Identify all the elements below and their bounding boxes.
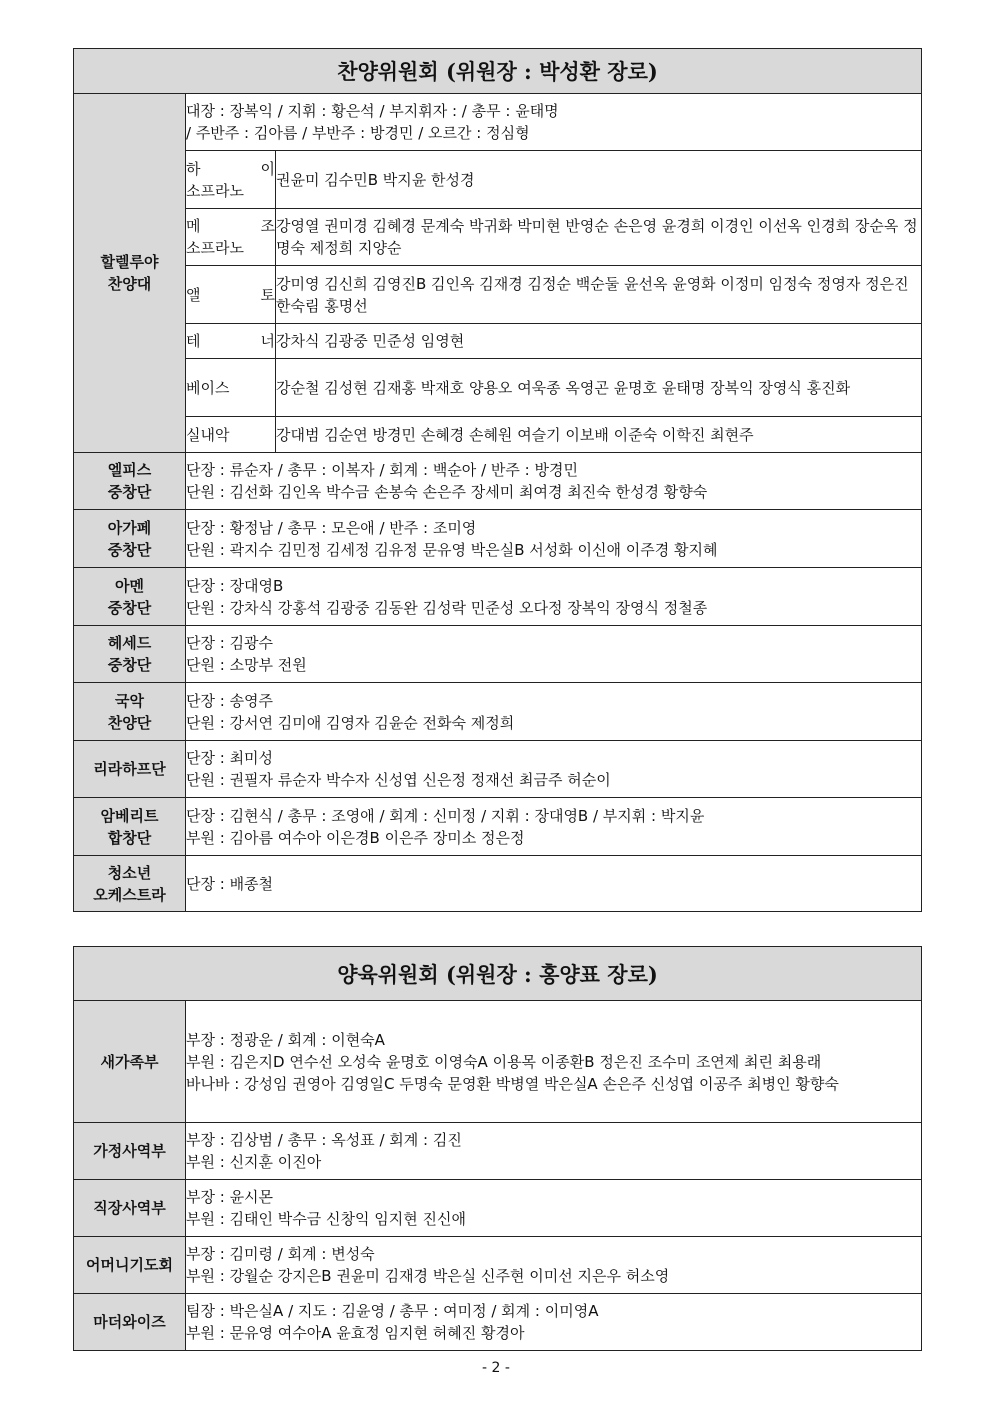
group-members [186, 1001, 922, 1123]
group-line: 단장 : 최미성 [186, 749, 274, 767]
part-names: 강차식 김광중 민준성 임영현 [276, 324, 922, 359]
group-name: 아멘 중창단 [74, 568, 186, 626]
group-name: 리라하프단 [74, 741, 186, 798]
group-name: 가정사역부 [74, 1123, 186, 1180]
group-line: 부원 : 문유영 여수아A 윤효정 임지현 허혜진 황경아 [186, 1324, 525, 1342]
group-line: 부장 : 김미령 / 회계 : 변성숙 [186, 1245, 375, 1263]
group-members [186, 1180, 922, 1237]
group-line: 단원 : 강서연 김미애 김영자 김윤순 전화숙 제정희 [186, 713, 515, 732]
group-name: 직장사역부 [74, 1180, 186, 1237]
part-label: 하 이 소프라노 [186, 151, 276, 209]
group-name: 마더와이즈 [74, 1294, 186, 1351]
group-members [186, 568, 922, 626]
group-line: 단장 : 김현식 / 총무 : 조영애 / 회계 : 신미정 / 지휘 : 장대영B / 부지휘 : 박지윤 [186, 806, 705, 825]
group-members [186, 798, 922, 856]
part-label: 앨 토 [186, 266, 276, 324]
page-number: - 2 - [482, 1360, 510, 1376]
part-names: 강영열 권미경 김혜경 문계숙 박귀화 박미현 반영순 손은영 윤경희 이경인 이선옥 인경희 장순옥 정명숙 제정희 지양순 [276, 209, 922, 266]
part-names: 권윤미 김수민B 박지윤 한성경 [276, 151, 922, 209]
group-line: 부장 : 김상범 / 총무 : 옥성표 / 회계 : 김진 [186, 1131, 462, 1149]
group-line: 단원 : 강차식 강홍석 김광중 김동완 김성락 민준성 오다정 장복익 장영식 정철종 [186, 598, 708, 617]
group-line: 부장 : 정광운 / 회계 : 이현숙A [186, 1030, 385, 1049]
group-members [186, 510, 922, 568]
praise-committee-table [73, 48, 922, 912]
group-line: 부원 : 신지훈 이진아 [186, 1153, 322, 1171]
hallelujah-staff [186, 94, 922, 151]
group-name: 헤세드 중창단 [74, 626, 186, 683]
group-members [186, 856, 922, 912]
group-line: 단장 : 장대영B [186, 576, 284, 595]
part-label: 실내악 [186, 417, 276, 453]
group-line: 단장 : 송영주 [186, 691, 274, 710]
group-line: 부원 : 강월순 강지은B 권윤미 김재경 박은실 신주현 이미선 지은우 허소영 [186, 1267, 670, 1285]
group-line: 부원 : 김태인 박수금 신창익 임지현 진신애 [186, 1210, 466, 1228]
group-line: 단원 : 김선화 김인옥 박수금 손봉숙 손은주 장세미 최여경 최진숙 한성경 황향숙 [186, 483, 708, 501]
group-name-hallelujah: 할렐루야 찬양대 [74, 94, 186, 453]
part-label: 베이스 [186, 359, 276, 417]
group-line: 단장 : 류순자 / 총무 : 이복자 / 회계 : 백순아 / 반주 : 방경민 [186, 461, 578, 479]
group-members [186, 626, 922, 683]
committee-title: 양육위원회 (위원장 : 홍양표 장로) [74, 947, 922, 1001]
group-name: 어머니기도회 [74, 1237, 186, 1294]
group-name: 암베리트 합창단 [74, 798, 186, 856]
part-names: 강미영 김신희 김영진B 김인옥 김재경 김정순 백순둘 윤선옥 윤영화 이정미 임정숙 정영자 정은진 한숙림 홍명선 [276, 266, 922, 324]
group-members [186, 1294, 922, 1351]
group-line: 단원 : 소망부 전원 [186, 656, 307, 674]
group-line: 부원 : 김은지D 연수선 오성숙 윤명호 이영숙A 이용목 이종환B 정은진 조수미 조연제 최린 최용래 [186, 1052, 822, 1071]
part-names: 강순철 김성현 김재홍 박재호 양용오 여욱종 옥영곤 윤명호 윤태명 장복익 장영식 홍진화 [276, 359, 922, 417]
group-members [186, 1123, 922, 1180]
group-line: 바나바 : 강성임 권영아 김영일C 두명숙 문영환 박병열 박은실A 손은주 신성엽 이공주 최병인 황향숙 [186, 1074, 839, 1093]
group-members [186, 741, 922, 798]
part-names: 강대범 김순연 방경민 손혜경 손혜원 여슬기 이보배 이준숙 이학진 최현주 [276, 417, 922, 453]
staff-line: / 주반주 : 김아름 / 부반주 : 방경민 / 오르간 : 정심형 [186, 124, 530, 142]
part-label: 메 조 소프라노 [186, 209, 276, 266]
group-line: 단원 : 곽지수 김민정 김세정 김유정 문유영 박은실B 서성화 이신애 이주경 황지혜 [186, 540, 718, 559]
group-line: 단원 : 권필자 류순자 박수자 신성엽 신은정 정재선 최금주 허순이 [186, 771, 611, 789]
nurture-committee-table [73, 946, 922, 1351]
group-line: 부원 : 김아름 여수아 이은경B 이은주 장미소 정은정 [186, 828, 525, 847]
group-members [186, 683, 922, 741]
committee-title: 찬양위원회 (위원장 : 박성환 장로) [74, 49, 922, 94]
group-line: 단장 : 김광수 [186, 634, 274, 652]
group-members [186, 453, 922, 510]
group-name: 아가페 중창단 [74, 510, 186, 568]
group-line: 단장 : 배종철 [186, 874, 274, 893]
group-members [186, 1237, 922, 1294]
group-line: 단장 : 황정남 / 총무 : 모은애 / 반주 : 조미영 [186, 518, 477, 537]
group-line: 팀장 : 박은실A / 지도 : 김윤영 / 총무 : 여미정 / 회계 : 이미영A [186, 1302, 599, 1320]
staff-line: 대장 : 장복익 / 지휘 : 황은석 / 부지휘자 : / 총무 : 윤태명 [186, 102, 559, 120]
part-label: 테 너 [186, 324, 276, 359]
group-name: 엘피스 중창단 [74, 453, 186, 510]
group-line: 부장 : 윤시몬 [186, 1188, 274, 1206]
group-name: 새가족부 [74, 1001, 186, 1123]
group-name: 청소년 오케스트라 [74, 856, 186, 912]
group-name: 국악 찬양단 [74, 683, 186, 741]
